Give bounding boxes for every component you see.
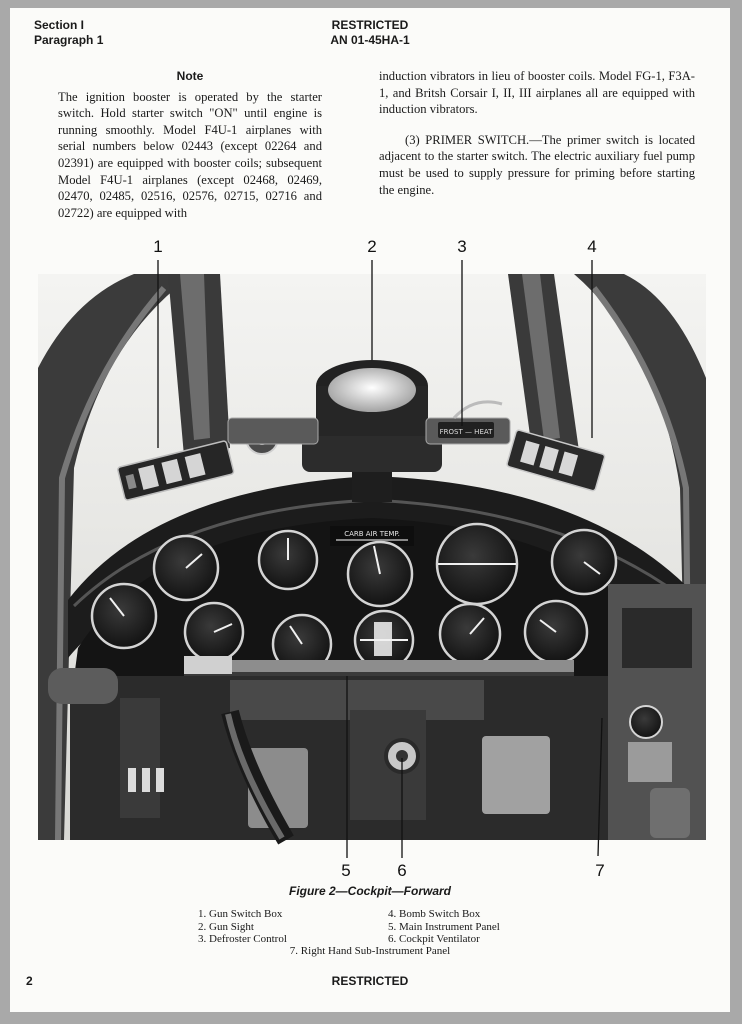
legend-left — [198, 908, 287, 946]
callout-2: 2 — [367, 237, 377, 256]
footer-classification: RESTRICTED — [331, 974, 409, 988]
legend-item: 4. Bomb Switch Box — [388, 908, 481, 920]
document-number: AN 01-45HA-1 — [330, 33, 410, 47]
carb-air-temp-label: CARB AIR TEMP. — [344, 530, 400, 538]
callout-7: 7 — [595, 861, 605, 880]
cockpit-illustration — [34, 228, 710, 880]
callout-6: 6 — [397, 861, 407, 880]
note-text: The ignition booster is operated by the starter switch. Hold starter switch "ON" until engine is running smoothly. Model F4U-1 airplanes with serial numbers below 02443 (except 02264 and 02391) are equipped with booster coils; subsequent Model F4U-1 airplanes (except 02468, 02469, 02470, 02485, 02516, 02576, 02715, 02716 and 02722) are equipped with — [58, 89, 322, 220]
legend-item: 6. Cockpit Ventilator — [388, 933, 480, 945]
legend-item: 2. Gun Sight — [198, 920, 254, 933]
text-column-left — [58, 68, 322, 221]
frost-heat-label: FROST — HEAT — [439, 428, 493, 436]
page-number: 2 — [26, 974, 33, 988]
manual-page — [10, 8, 730, 1012]
callout-3: 3 — [457, 237, 467, 256]
note-heading: Note — [176, 69, 204, 83]
cockpit-photo — [34, 228, 710, 880]
callout-1: 1 — [153, 237, 163, 256]
legend-item: 3. Defroster Control — [198, 933, 287, 945]
legend-right — [388, 908, 500, 946]
section-header — [34, 18, 103, 48]
legend-item: 5. Main Instrument Panel — [388, 920, 500, 933]
figure-caption: Figure 2—Cockpit—Forward — [288, 884, 452, 898]
document-header — [260, 18, 480, 48]
note-continued-text: induction vibrators in lieu of booster coils. Model FG-1, F3A-1, and Britsh Corsair I, II, III airplanes all are equipped with induction vibrators. — [379, 69, 695, 117]
legend-item-centered: 7. Right Hand Sub-Instrument Panel — [289, 945, 451, 957]
callout-4: 4 — [587, 237, 597, 256]
callout-5: 5 — [341, 861, 351, 880]
paragraph-label: Paragraph 1 — [34, 33, 104, 47]
header-classification: RESTRICTED — [331, 18, 409, 32]
primer-switch-paragraph: (3) PRIMER SWITCH.—The primer switch is located adjacent to the starter switch. The electric auxiliary fuel pump must be used to supply pressure for priming before starting the engine. — [379, 132, 695, 197]
legend-item: 1. Gun Switch Box — [198, 908, 283, 920]
section-label: Section I — [34, 18, 85, 32]
text-column-right — [379, 68, 695, 198]
